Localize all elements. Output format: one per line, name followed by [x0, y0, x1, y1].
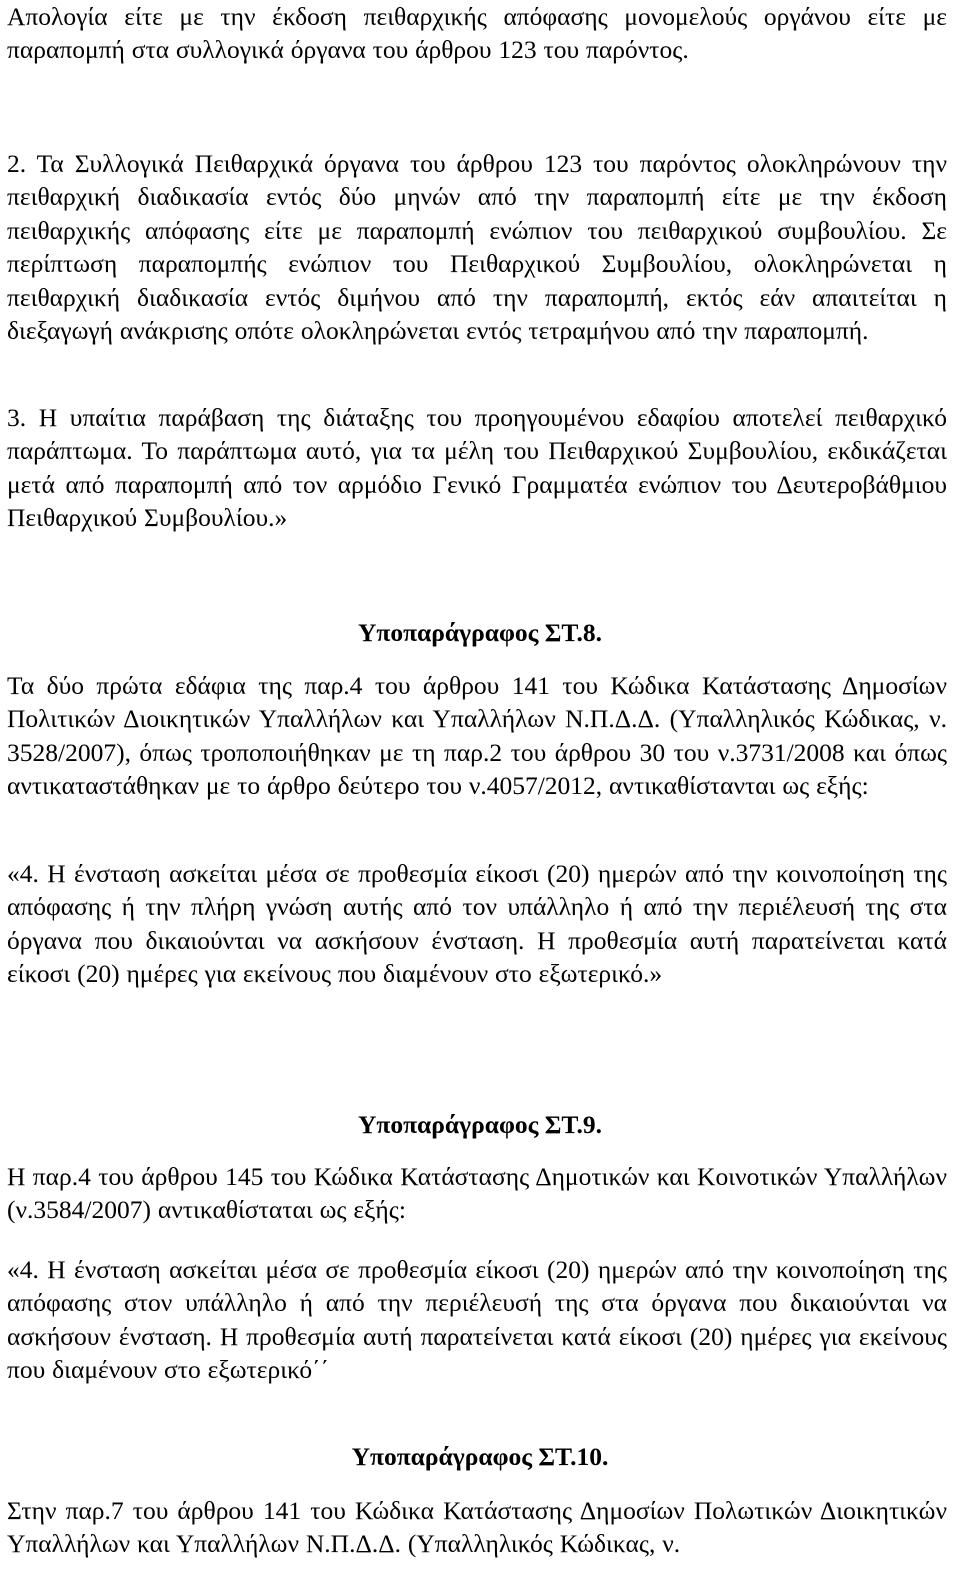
- paragraph-st8-objection: «4. Η ένσταση ασκείται μέσα σε προθεσμία είκοσι (20) ημερών από την κοινοποίηση της απόφασης ή την πλήρη γνώση αυτής από τον υπάλληλο ή από την περιέλευσή της στα όργανα που δικαιούνται να ασκήσουν ένσταση. Η προθεσμία αυτή παρατείνεται κατά είκοσι (20) ημέρες για εκείνους που διαμένουν στο εξωτερικό.»: [7, 859, 947, 989]
- paragraph-3-breach: 3. Η υπαίτια παράβαση της διάταξης του προηγουμένου εδαφίου αποτελεί πειθαρχικό παράπτωμα. Το παράπτωμα αυτό, για τα μέλη του Πειθαρχικού Συμβουλίου, εκδικάζεται μετά από παραπομπή από τον αρμόδιο Γενικό Γραμματέα ενώπιον του Δευτεροβάθμιου Πειθαρχικού Συμβουλίου.»: [7, 403, 947, 533]
- paragraph-st10-intro: Στην παρ.7 του άρθρου 141 του Κώδικα Κατάστασης Δημοσίων Πολωτικών Διοικητικών Υπαλλήλων και Υπαλλήλων Ν.Π.Δ.Δ. (Υπαλληλικός Κώδικας, ν.: [7, 1496, 947, 1559]
- heading-subparagraph-st8: Υποπαράγραφος ΣΤ.8.: [357, 618, 603, 647]
- paragraph-st9-intro: Η παρ.4 του άρθρου 145 του Κώδικα Κατάστασης Δημοτικών και Κοινοτικών Υπαλλήλων (ν.3584/2007) αντικαθίσταται ως εξής:: [7, 1162, 947, 1225]
- heading-subparagraph-st9: Υποπαράγραφος ΣΤ.9.: [357, 1110, 603, 1139]
- paragraph-st8-intro: Τα δύο πρώτα εδάφια της παρ.4 του άρθρου 141 του Κώδικα Κατάστασης Δημοσίων Πολιτικών Διοικητικών Υπαλλήλων και Υπαλλήλων Ν.Π.Δ.Δ. (Υπαλληλικός Κώδικας, ν. 3528/2007), όπως τροποποιήθηκαν με τη παρ.2 του άρθρου 30 του ν.3731/2008 και όπως αντικαταστάθηκαν με το άρθρο δεύτερο του ν.4057/2012, αντικαθίστανται ως εξής:: [7, 671, 947, 801]
- paragraph-st9-objection: «4. Η ένσταση ασκείται μέσα σε προθεσμία είκοσι (20) ημερών από την κοινοποίηση της απόφασης στον υπάλληλο ή από την περιέλευσή της στα όργανα που δικαιούνται να ασκήσουν ένσταση. Η προθεσμία αυτή παρατείνεται κατά είκοσι (20) ημέρες για εκείνους που διαμένουν στο εξωτερικό΄΄: [7, 1255, 947, 1385]
- paragraph-2-collective-bodies: 2. Τα Συλλογικά Πειθαρχικά όργανα του άρθρου 123 του παρόντος ολοκληρώνουν την πειθαρχική διαδικασία εντός δύο μηνών από την παραπομπή είτε με την έκδοση πειθαρχικής απόφασης είτε με παραπομπή ενώπιον του πειθαρχικού συμβουλίου. Σε περίπτωση παραπομπής ενώπιον του Πειθαρχικού Συμβουλίου, ολοκληρώνεται η πειθαρχική διαδικασία εντός διμήνου από την παραπομπή, εκτός εάν απαιτείται η διεξαγωγή ανάκρισης οπότε ολοκληρώνεται εντός τετραμήνου από την παραπομπή.: [7, 149, 947, 346]
- paragraph-apologia: Απολογία είτε με την έκδοση πειθαρχικής απόφασης μονομελούς οργάνου είτε με παραπομπή στα συλλογικά όργανα του άρθρου 123 του παρόντος.: [7, 2, 947, 65]
- heading-subparagraph-st10: Υποπαράγραφος ΣΤ.10.: [351, 1442, 609, 1471]
